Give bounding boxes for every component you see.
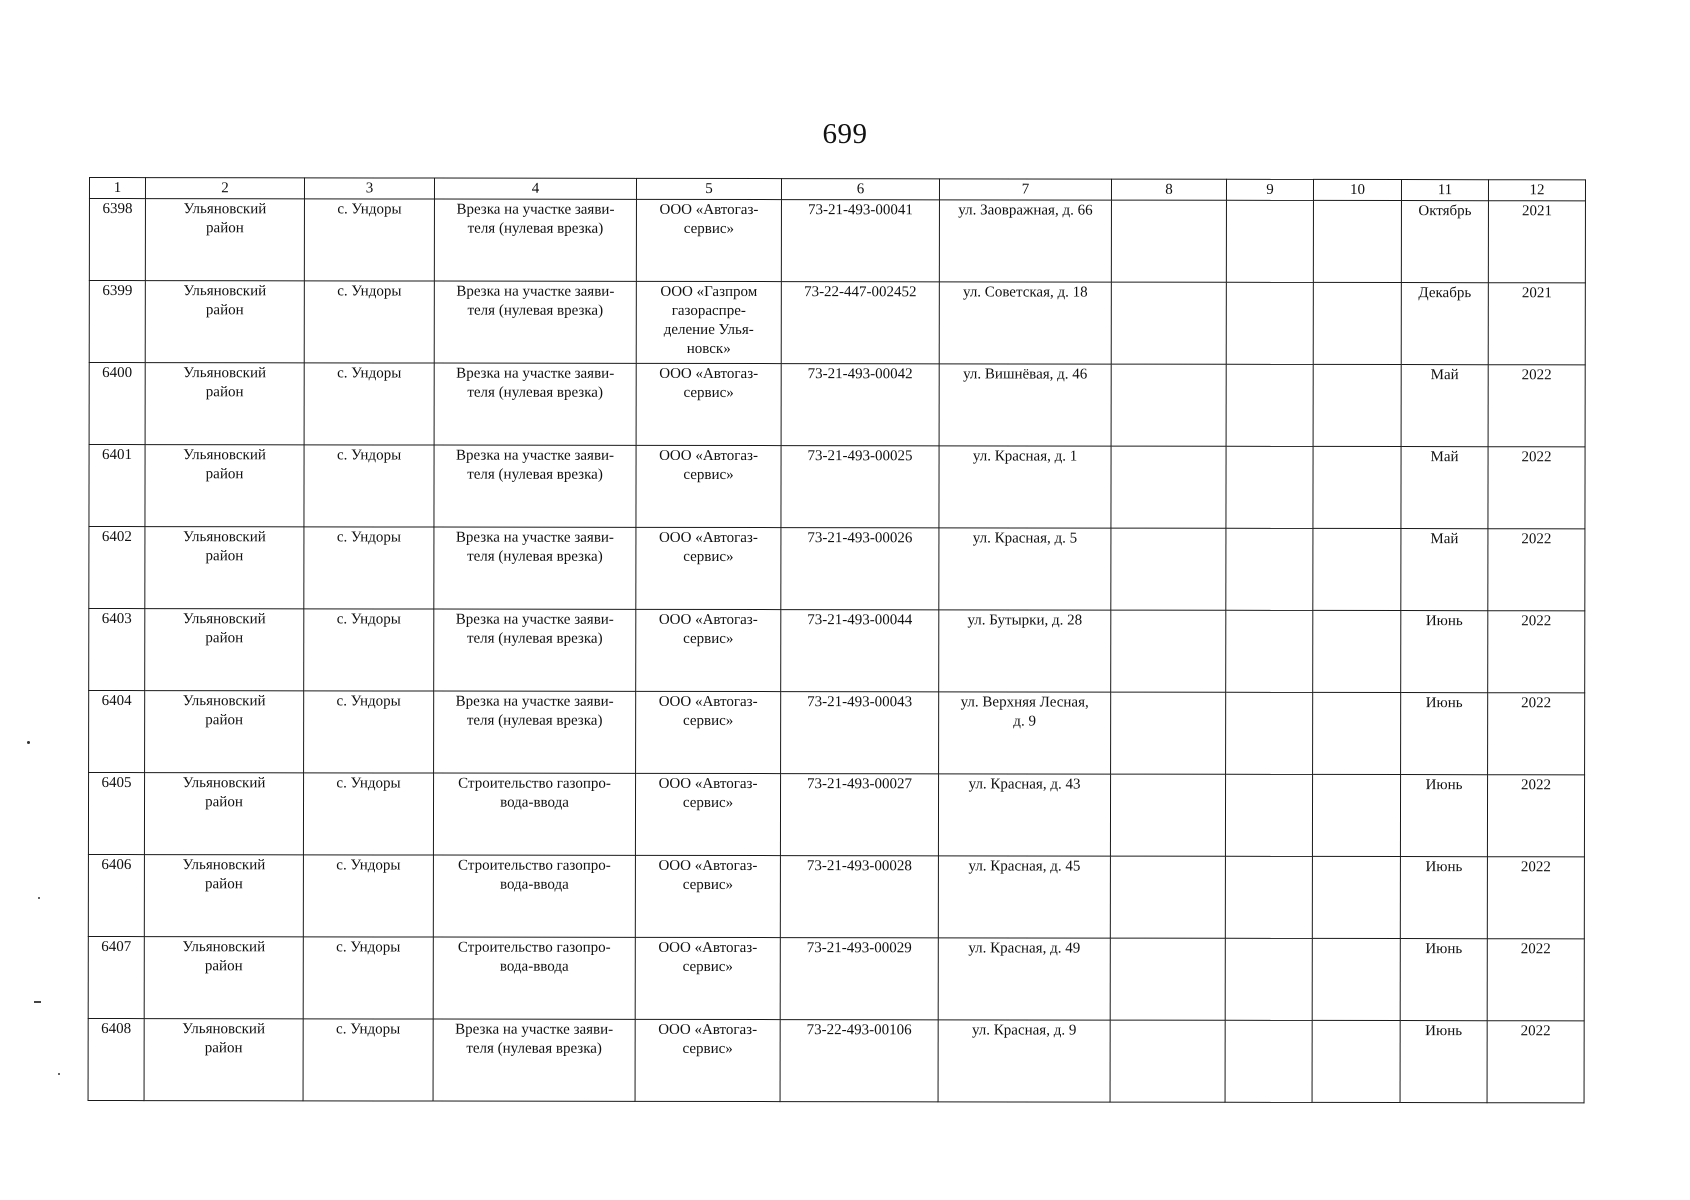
object-code-cell xyxy=(780,938,938,1020)
settlement-cell xyxy=(304,691,434,773)
work-type-cell xyxy=(433,1019,635,1101)
table-row xyxy=(89,281,1585,365)
year-cell xyxy=(1487,939,1584,1021)
contractor-cell-text: ООО «Газпром газораспре- деление Улья- новск» xyxy=(660,283,758,358)
table-row xyxy=(88,936,1584,1020)
column-8-cell xyxy=(1111,200,1226,282)
row-number-text: 6404 xyxy=(101,693,132,710)
row-number-text: 6408 xyxy=(101,1021,132,1038)
work-type-cell xyxy=(433,773,635,855)
month-cell-text: Июнь xyxy=(1425,777,1463,794)
district-cell-text: Ульяновский район xyxy=(182,693,266,729)
contractor-cell xyxy=(636,527,781,609)
district-cell xyxy=(145,199,304,281)
address-cell xyxy=(939,364,1111,446)
month-cell xyxy=(1401,447,1488,529)
month-cell-text: Май xyxy=(1430,531,1459,548)
district-cell-text: Ульяновский район xyxy=(182,775,266,811)
year-cell-text: 2022 xyxy=(1521,777,1552,794)
year-cell xyxy=(1487,1021,1584,1103)
row-number-text: 6402 xyxy=(101,529,132,546)
district-cell xyxy=(145,363,304,445)
settlement-cell xyxy=(304,609,434,691)
object-code-cell xyxy=(781,200,939,282)
object-code-cell-text: 73-21-493-00029 xyxy=(806,940,912,957)
district-cell-text: Ульяновский район xyxy=(182,939,266,975)
settlement-cell-text: с. Ундоры xyxy=(336,857,401,874)
object-code-cell-text: 73-21-493-00025 xyxy=(807,448,913,465)
work-type-cell-text: Строительство газопро- вода-ввода xyxy=(457,939,611,975)
month-cell xyxy=(1400,939,1487,1021)
settlement-cell-text: с. Ундоры xyxy=(336,447,402,464)
year-cell-text: 2021 xyxy=(1521,285,1552,302)
month-cell xyxy=(1400,775,1487,857)
district-cell xyxy=(145,527,304,609)
work-type-cell xyxy=(434,363,636,445)
address-cell-text: ул. Вишнёвая, д. 46 xyxy=(963,366,1088,383)
object-code-cell-text: 73-21-493-00044 xyxy=(807,612,913,629)
object-code-cell-text: 73-22-493-00106 xyxy=(806,1022,912,1039)
scan-speck xyxy=(38,897,40,899)
month-cell xyxy=(1401,611,1488,693)
settlement-cell-text: с. Ундоры xyxy=(336,611,401,628)
month-cell xyxy=(1401,365,1488,447)
settlement-cell xyxy=(304,281,434,363)
contractor-cell-text: ООО «Автогаз- сервис» xyxy=(658,1021,758,1058)
object-code-cell xyxy=(780,1020,938,1102)
table-row xyxy=(89,691,1585,775)
year-cell-text: 2022 xyxy=(1521,449,1552,466)
table-row xyxy=(89,445,1585,529)
address-cell xyxy=(938,938,1110,1020)
month-cell xyxy=(1401,201,1488,283)
row-number xyxy=(89,363,145,445)
contractor-cell xyxy=(636,445,781,527)
contractor-cell-text: ООО «Автогаз- сервис» xyxy=(658,939,758,976)
settlement-cell-text: с. Ундоры xyxy=(336,1021,401,1038)
work-type-cell-text: Врезка на участке заяви- теля (нулевая врезка) xyxy=(455,1021,614,1057)
work-type-cell xyxy=(434,199,636,281)
month-cell xyxy=(1400,1021,1487,1103)
object-code-cell xyxy=(781,446,939,528)
object-code-cell xyxy=(781,610,939,692)
table-row xyxy=(88,1018,1584,1102)
address-cell-text: ул. Советская, д. 18 xyxy=(962,284,1088,301)
work-type-cell xyxy=(433,855,635,937)
column-header: 11 xyxy=(1401,180,1488,201)
district-cell xyxy=(144,855,303,937)
row-number-text: 6403 xyxy=(101,611,132,628)
contractor-cell xyxy=(635,1019,780,1101)
row-number xyxy=(89,527,145,609)
object-code-cell xyxy=(781,528,939,610)
year-cell xyxy=(1488,693,1585,775)
settlement-cell-text: с. Ундоры xyxy=(336,693,401,710)
settlement-cell xyxy=(304,363,434,445)
row-number-text: 6401 xyxy=(102,447,133,464)
scan-dash xyxy=(34,1001,41,1003)
column-10-cell xyxy=(1313,692,1401,774)
month-cell xyxy=(1400,857,1487,939)
object-code-cell-text: 73-22-447-002452 xyxy=(804,284,917,301)
district-cell-text: Ульяновский район xyxy=(183,365,267,401)
work-type-cell-text: Врезка на участке заяви- теля (нулевая врезка) xyxy=(455,529,614,565)
settlement-cell-text: с. Ундоры xyxy=(336,939,401,956)
settlement-cell xyxy=(303,855,433,937)
address-cell xyxy=(939,446,1111,528)
settlement-cell xyxy=(303,937,433,1019)
column-header: 9 xyxy=(1226,179,1313,200)
district-cell xyxy=(145,445,304,527)
row-number-text: 6399 xyxy=(102,283,133,300)
address-cell xyxy=(939,610,1111,692)
table-row xyxy=(88,854,1584,938)
object-code-cell-text: 73-21-493-00027 xyxy=(807,776,913,793)
year-cell-text: 2022 xyxy=(1521,367,1552,384)
column-9-cell xyxy=(1226,528,1313,610)
month-cell xyxy=(1401,529,1488,611)
table-row xyxy=(89,527,1585,611)
column-8-cell xyxy=(1111,692,1226,774)
district-cell xyxy=(144,937,303,1019)
contractor-cell-text: ООО «Автогаз- сервис» xyxy=(659,447,759,484)
address-cell-text: ул. Заовражная, д. 66 xyxy=(958,202,1093,219)
month-cell-text: Июнь xyxy=(1425,1023,1463,1040)
settlement-cell-text: с. Ундоры xyxy=(337,283,402,300)
district-cell-text: Ульяновский район xyxy=(183,283,267,319)
column-8-cell xyxy=(1111,610,1226,692)
address-cell xyxy=(939,692,1111,774)
column-header: 5 xyxy=(636,178,781,199)
object-code-cell-text: 73-21-493-00042 xyxy=(807,366,913,383)
page-number: 699 xyxy=(822,118,868,150)
column-header: 4 xyxy=(434,178,636,199)
column-10-cell xyxy=(1313,528,1401,610)
column-8-cell xyxy=(1111,528,1226,610)
settlement-cell xyxy=(304,199,434,281)
contractor-cell xyxy=(636,363,781,445)
object-code-cell-text: 73-21-493-00028 xyxy=(806,858,912,875)
column-8-cell xyxy=(1110,774,1225,856)
work-type-cell xyxy=(434,609,636,691)
year-cell-text: 2022 xyxy=(1520,859,1551,876)
scan-speck xyxy=(27,741,30,744)
contractor-cell-text: ООО «Автогаз- сервис» xyxy=(658,775,758,812)
contractor-cell-text: ООО «Автогаз- сервис» xyxy=(658,857,758,894)
work-type-cell-text: Врезка на участке заяви- теля (нулевая врезка) xyxy=(456,201,615,237)
row-number-text: 6406 xyxy=(101,857,132,874)
column-9-cell xyxy=(1226,610,1313,692)
address-cell-text: ул. Красная, д. 1 xyxy=(972,448,1078,465)
column-10-cell xyxy=(1312,1020,1400,1102)
address-cell-text: ул. Красная, д. 49 xyxy=(968,940,1081,957)
address-cell xyxy=(939,528,1111,610)
column-10-cell xyxy=(1313,446,1401,528)
district-cell xyxy=(145,691,304,773)
contractor-cell xyxy=(635,773,780,855)
object-code-cell xyxy=(781,364,939,446)
row-number xyxy=(88,1018,144,1100)
work-type-cell-text: Врезка на участке заяви- теля (нулевая врезка) xyxy=(456,365,615,401)
column-9-cell xyxy=(1226,692,1313,774)
row-number xyxy=(89,445,145,527)
settlement-cell xyxy=(304,527,434,609)
column-header: 3 xyxy=(304,178,434,199)
contractor-cell-text: ООО «Автогаз- сервис» xyxy=(659,201,759,238)
column-9-cell xyxy=(1225,938,1312,1020)
scan-speck xyxy=(58,1073,60,1075)
row-number-text: 6398 xyxy=(102,201,133,218)
settlement-cell xyxy=(303,1019,433,1101)
contractor-cell xyxy=(636,281,781,363)
district-cell-text: Ульяновский район xyxy=(182,857,266,893)
month-cell-text: Декабрь xyxy=(1418,285,1472,302)
object-code-cell-text: 73-21-493-00041 xyxy=(807,202,913,219)
column-10-cell xyxy=(1313,200,1401,282)
month-cell-text: Октябрь xyxy=(1418,203,1472,220)
contractor-cell xyxy=(636,199,781,281)
object-code-cell xyxy=(781,692,939,774)
row-number-text: 6407 xyxy=(101,939,132,956)
year-cell-text: 2021 xyxy=(1521,203,1552,220)
contractor-cell xyxy=(636,691,781,773)
contractor-cell xyxy=(635,937,780,1019)
work-type-cell-text: Строительство газопро- вода-ввода xyxy=(458,775,611,811)
column-8-cell xyxy=(1110,856,1225,938)
month-cell-text: Июнь xyxy=(1425,613,1463,630)
work-type-cell xyxy=(433,937,635,1019)
column-8-cell xyxy=(1110,1020,1225,1102)
work-type-cell xyxy=(434,527,636,609)
column-10-cell xyxy=(1312,856,1400,938)
table-row xyxy=(89,609,1585,693)
object-code-cell xyxy=(780,856,938,938)
object-code-cell-text: 73-21-493-00026 xyxy=(807,530,913,547)
row-number xyxy=(89,281,145,363)
year-cell xyxy=(1488,611,1585,693)
district-cell-text: Ульяновский район xyxy=(183,201,267,237)
address-cell-text: ул. Верхняя Лесная, д. 9 xyxy=(960,694,1089,730)
row-number-text: 6405 xyxy=(101,775,132,792)
work-type-cell-text: Врезка на участке заяви- теля (нулевая врезка) xyxy=(456,447,615,483)
district-cell xyxy=(145,281,304,363)
year-cell xyxy=(1488,283,1585,365)
year-cell-text: 2022 xyxy=(1520,941,1551,958)
work-type-cell-text: Врезка на участке заяви- теля (нулевая врезка) xyxy=(455,693,614,729)
contractor-cell xyxy=(635,855,780,937)
settlement-cell-text: с. Ундоры xyxy=(336,775,401,792)
row-number xyxy=(89,609,145,691)
column-header: 6 xyxy=(781,179,939,200)
object-code-cell-text: 73-21-493-00043 xyxy=(807,694,913,711)
settlement-cell-text: с. Ундоры xyxy=(337,201,402,218)
year-cell xyxy=(1488,201,1585,283)
address-cell-text: ул. Красная, д. 5 xyxy=(972,530,1078,547)
year-cell xyxy=(1488,365,1585,447)
column-header: 2 xyxy=(145,178,304,199)
work-type-cell-text: Врезка на участке заяви- теля (нулевая врезка) xyxy=(455,611,614,647)
address-cell xyxy=(938,856,1110,938)
column-9-cell xyxy=(1225,856,1312,938)
object-code-cell xyxy=(781,282,939,364)
table-row xyxy=(89,199,1585,283)
month-cell-text: Июнь xyxy=(1425,941,1463,958)
column-8-cell xyxy=(1111,364,1226,446)
year-cell xyxy=(1488,529,1585,611)
contractor-cell-text: ООО «Автогаз- сервис» xyxy=(658,529,758,566)
contractor-cell-text: ООО «Автогаз- сервис» xyxy=(658,611,758,648)
column-10-cell xyxy=(1313,364,1401,446)
row-number xyxy=(88,854,144,936)
address-cell xyxy=(938,774,1110,856)
year-cell-text: 2022 xyxy=(1521,695,1552,712)
row-number xyxy=(89,199,145,281)
work-type-cell xyxy=(434,445,636,527)
column-header: 1 xyxy=(89,178,145,199)
district-cell-text: Ульяновский район xyxy=(182,611,266,647)
district-cell xyxy=(144,1019,303,1101)
column-number-row xyxy=(89,178,1585,201)
district-cell-text: Ульяновский район xyxy=(182,1021,266,1057)
district-cell xyxy=(144,773,303,855)
settlement-cell-text: с. Ундоры xyxy=(337,365,402,382)
year-cell xyxy=(1488,447,1585,529)
row-number xyxy=(88,773,144,855)
contractor-cell xyxy=(636,609,781,691)
settlement-cell-text: с. Ундоры xyxy=(336,529,402,546)
row-number xyxy=(89,691,145,773)
column-header: 12 xyxy=(1488,180,1585,201)
address-cell xyxy=(938,1020,1110,1102)
column-10-cell xyxy=(1312,774,1400,856)
table-row xyxy=(89,363,1585,447)
table-row xyxy=(88,773,1584,857)
month-cell xyxy=(1401,283,1488,365)
year-cell-text: 2022 xyxy=(1520,1023,1551,1040)
year-cell-text: 2022 xyxy=(1521,613,1552,630)
address-cell-text: ул. Красная, д. 43 xyxy=(968,776,1081,793)
object-code-cell xyxy=(780,774,938,856)
contractor-cell-text: ООО «Автогаз- сервис» xyxy=(658,693,758,730)
column-8-cell xyxy=(1111,446,1226,528)
register-table xyxy=(88,177,1586,1103)
column-9-cell xyxy=(1225,774,1312,856)
work-type-cell-text: Строительство газопро- вода-ввода xyxy=(458,857,611,893)
district-cell-text: Ульяновский район xyxy=(183,447,266,483)
address-cell xyxy=(939,200,1111,282)
work-type-cell xyxy=(434,691,636,773)
row-number-text: 6400 xyxy=(102,365,133,382)
column-8-cell xyxy=(1111,282,1226,364)
month-cell-text: Май xyxy=(1430,367,1459,384)
column-9-cell xyxy=(1226,200,1313,282)
column-10-cell xyxy=(1312,938,1400,1020)
month-cell-text: Июнь xyxy=(1425,695,1463,712)
column-header: 8 xyxy=(1111,179,1226,200)
month-cell-text: Май xyxy=(1430,449,1459,466)
contractor-cell-text: ООО «Автогаз- сервис» xyxy=(659,365,759,402)
work-type-cell xyxy=(434,281,636,363)
column-header: 7 xyxy=(939,179,1111,200)
row-number xyxy=(88,936,144,1018)
district-cell-text: Ульяновский район xyxy=(183,529,266,565)
column-10-cell xyxy=(1313,282,1401,364)
address-cell-text: ул. Бутырки, д. 28 xyxy=(967,612,1083,629)
column-9-cell xyxy=(1226,364,1313,446)
column-10-cell xyxy=(1313,610,1401,692)
table-body xyxy=(88,199,1585,1103)
address-cell-text: ул. Красная, д. 45 xyxy=(968,858,1081,875)
work-type-cell-text: Врезка на участке заяви- теля (нулевая врезка) xyxy=(456,283,615,319)
year-cell xyxy=(1487,775,1584,857)
settlement-cell xyxy=(304,445,434,527)
address-cell xyxy=(939,282,1111,364)
year-cell xyxy=(1487,857,1584,939)
settlement-cell xyxy=(303,773,433,855)
district-cell xyxy=(145,609,304,691)
column-8-cell xyxy=(1110,938,1225,1020)
column-9-cell xyxy=(1226,446,1313,528)
address-cell-text: ул. Красная, д. 9 xyxy=(971,1022,1077,1039)
month-cell-text: Июнь xyxy=(1425,859,1463,876)
column-9-cell xyxy=(1225,1020,1312,1102)
column-header: 10 xyxy=(1313,179,1401,200)
year-cell-text: 2022 xyxy=(1521,531,1552,548)
month-cell xyxy=(1401,693,1488,775)
column-9-cell xyxy=(1226,282,1313,364)
